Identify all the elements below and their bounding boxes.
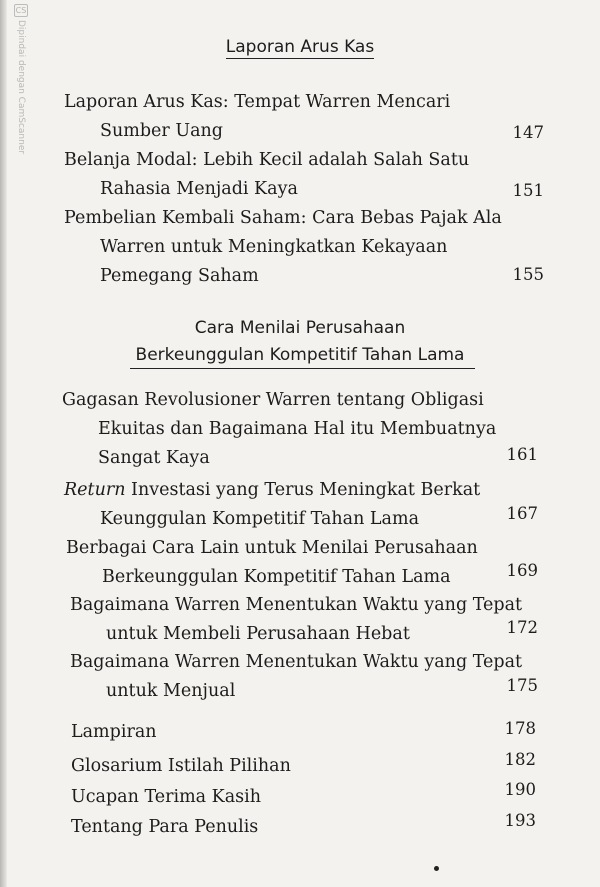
section-heading-arus-kas (0, 37, 600, 59)
toc-entry-line: untuk Menjual (106, 681, 236, 701)
toc-entry (71, 752, 291, 781)
toc-page-number: 161 (506, 445, 538, 464)
toc-entry-line: Keunggulan Kompetitif Tahan Lama (100, 509, 419, 529)
toc-entry (62, 386, 496, 473)
scanner-watermark (14, 4, 28, 154)
toc-entry (71, 813, 258, 842)
toc-entry-line: Glosarium Istilah Pilihan (71, 756, 291, 776)
toc-entry-line: Sumber Uang (100, 121, 223, 141)
toc-page-number: 193 (504, 811, 536, 830)
toc-page-number: 155 (512, 265, 544, 284)
toc-entry-line: Sangat Kaya (98, 448, 210, 468)
toc-entry (66, 534, 478, 592)
toc-entry (64, 88, 450, 146)
toc-entry-line: Investasi yang Terus Meningkat Berkat (125, 480, 481, 500)
toc-entry-line: Gagasan Revolusioner Warren tentang Obligasi (62, 390, 484, 410)
toc-entry-line: Pemegang Saham (100, 266, 259, 286)
toc-entry-line: Rahasia Menjadi Kaya (100, 179, 298, 199)
toc-entry-line: Ekuitas dan Bagaimana Hal itu Membuatnya (98, 419, 497, 439)
toc-entry-italic-word: Return (64, 480, 126, 500)
section-heading-text: Laporan Arus Kas (225, 37, 375, 57)
toc-entry-line: untuk Membeli Perusahaan Hebat (106, 624, 410, 644)
toc-entry-line: Lampiran (71, 722, 157, 742)
toc-entry-line: Berbagai Cara Lain untuk Menilai Perusahaan (66, 538, 478, 558)
page-spine-shadow (0, 0, 7, 887)
toc-page-number: 182 (504, 750, 536, 769)
toc-entry-line: Berkeunggulan Kompetitif Tahan Lama (102, 567, 451, 587)
scanner-logo-icon: CS (15, 6, 27, 15)
toc-entry-line: Bagaimana Warren Menentukan Waktu yang Tepat (70, 595, 523, 615)
section-heading-text: Berkeunggulan Kompetitif Tahan Lama (135, 345, 465, 365)
toc-page-number: 169 (506, 561, 538, 580)
ink-speck (434, 866, 439, 871)
toc-entry-line: Bagaimana Warren Menentukan Waktu yang Tepat (70, 652, 523, 672)
toc-entry (64, 476, 480, 534)
toc-entry (64, 146, 469, 204)
heading-underline (130, 368, 475, 369)
toc-entry-line: Laporan Arus Kas: Tempat Warren Mencari (64, 92, 451, 112)
toc-entry-line: Belanja Modal: Lebih Kecil adalah Salah Satu (64, 150, 470, 170)
toc-entry (71, 718, 157, 747)
toc-entry-line: Warren untuk Meningkatkan Kekayaan (100, 237, 448, 257)
toc-entry-line: Tentang Para Penulis (71, 817, 259, 837)
section-heading-line-1 (0, 318, 600, 339)
toc-page-number: 175 (506, 676, 538, 695)
section-heading-text: Cara Menilai Perusahaan (194, 318, 406, 338)
toc-entry-line: Pembelian Kembali Saham: Cara Bebas Pajak Ala (64, 208, 502, 228)
toc-page-number: 167 (506, 504, 538, 523)
toc-page-number: 172 (506, 618, 538, 637)
toc-entry-line: Ucapan Terima Kasih (71, 787, 262, 807)
watermark-text: Dipindai dengan CamScanner (16, 20, 26, 155)
section-heading-line-2 (0, 345, 600, 366)
toc-entry (70, 591, 522, 649)
toc-entry (64, 204, 502, 291)
toc-page-number: 178 (504, 719, 536, 738)
toc-entry (70, 648, 522, 706)
toc-page-number: 147 (512, 123, 544, 142)
toc-page-number: 190 (504, 780, 536, 799)
toc-page-number: 151 (512, 181, 544, 200)
toc-entry (71, 783, 261, 812)
